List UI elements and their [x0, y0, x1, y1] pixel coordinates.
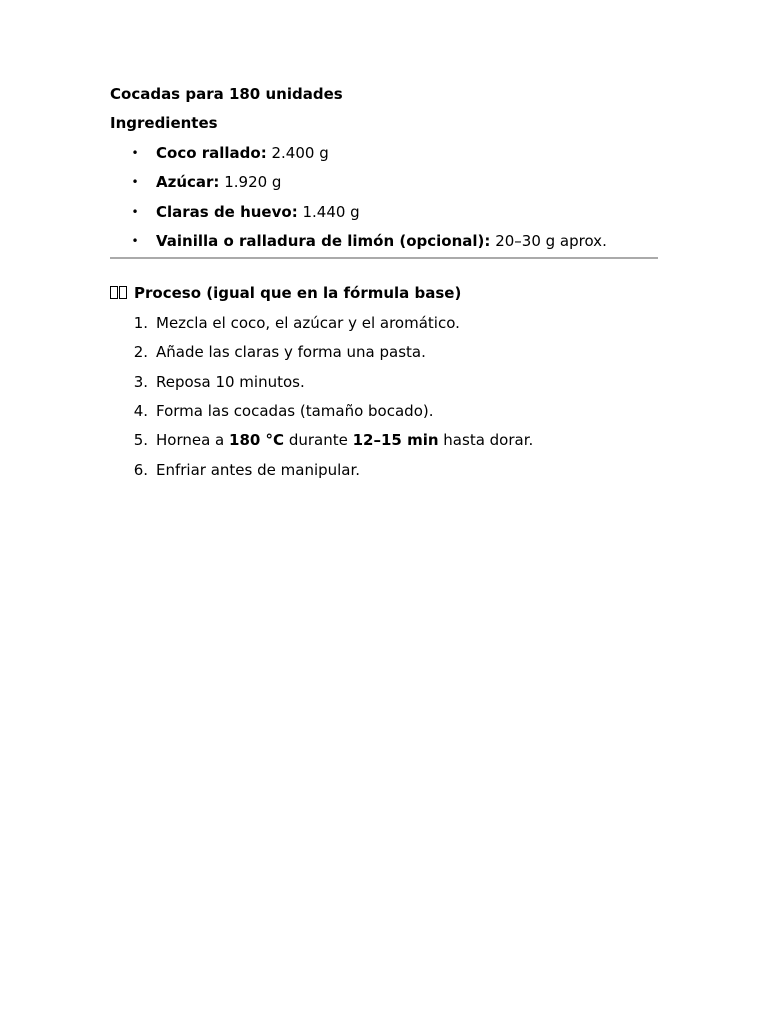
bullet-icon: •: [131, 175, 139, 190]
step-text: Enfriar antes de manipular.: [156, 460, 361, 479]
step-number: 5.: [133, 431, 148, 450]
bullet-icon: •: [131, 204, 139, 219]
step-text: Mezcla el coco, el azúcar y el aromático.: [156, 313, 460, 332]
step-item: [110, 342, 658, 371]
step-duration: 12–15 min: [352, 431, 439, 450]
step-item: [110, 372, 658, 401]
document-page: [110, 84, 658, 489]
ingredient-item: [110, 231, 658, 260]
ingredient-name: Coco rallado:: [156, 143, 267, 162]
step-number: 6.: [133, 460, 148, 479]
step-item: [110, 460, 658, 489]
ingredient-value: 1.920 g: [224, 173, 282, 192]
ingredient-name: Azúcar:: [156, 173, 220, 192]
recipe-title: Cocadas para 180 unidades: [110, 85, 343, 103]
step-item: [110, 313, 658, 342]
ingredient-name: Vainilla o ralladura de limón (opcional):: [156, 231, 491, 250]
ingredient-value: 2.400 g: [271, 143, 329, 162]
process-heading-row: [110, 283, 658, 312]
ingredient-item: [110, 202, 658, 231]
step-number: 2.: [133, 343, 148, 362]
step-text: Añade las claras y forma una pasta.: [156, 343, 426, 362]
ingredients-heading: Ingredientes: [110, 114, 218, 133]
bullet-icon: •: [131, 145, 139, 160]
step-text: Hornea a: [156, 431, 230, 450]
ingredient-item: [110, 172, 658, 201]
gear-icon: [110, 284, 130, 298]
ingredient-item: [110, 143, 658, 172]
process-heading: Proceso (igual que en la fórmula base): [134, 284, 462, 303]
ingredient-value: 1.440 g: [302, 202, 360, 221]
bullet-icon: •: [131, 233, 139, 248]
step-item: [110, 430, 658, 459]
ingredient-name: Claras de huevo:: [156, 202, 298, 221]
step-number: 3.: [133, 372, 148, 391]
step-number: 1.: [133, 313, 148, 332]
step-text: Reposa 10 minutos.: [156, 372, 305, 391]
step-item: [110, 401, 658, 430]
ingredient-value: 20–30 g aprox.: [495, 231, 607, 250]
step-text: hasta dorar.: [438, 431, 534, 450]
step-text: durante: [284, 431, 353, 450]
step-temperature: 180 °C: [229, 431, 285, 450]
step-text: Forma las cocadas (tamaño bocado).: [156, 401, 434, 420]
step-number: 4.: [133, 401, 148, 420]
